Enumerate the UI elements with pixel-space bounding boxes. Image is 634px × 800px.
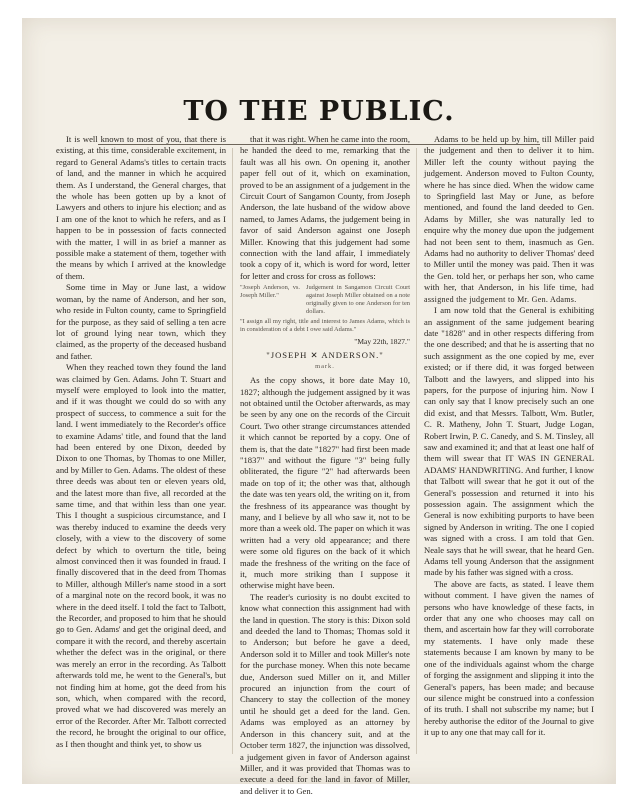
paragraph: When they reached town they found the land was claimed by Gen. Adams. John T. Stuart and myself were employed to look into the matter, and if it was thought we could do so with any prospect of success, to commence a suit for the land. I went immediately to the Recorder's office to examine Adams' title, and found that the land had been entered by one Dixon, deeded by Dixon to one Thomas, by Thomas to one Miller, and by Miller to Gen. Adams. The oldest of these three deeds was about ten or eleven years old, and the latest more than five, all recorded at the same time, and that within less than one year. This I thought a suspicious circumstance, and I was thereby induced to examine the deeds very closely, with a view to the discovery of some defect by which to overturn the title, being almost convinced then it was founded in fraud. I finally discovered that in the deed from Thomas to Miller, although Miller's name stood in a sort of a marginal note on the record book, it was no where in the deed itself. I told the fact to Talbott, the Recorder, and proposed to him that he should go to Gen. Adams' and get the original deed, and compare it with the record, and thereby ascertain whether the defect was in the original, or there was merely an error in the recording. As Talbott afterwards told me, he went to the General's, but not finding him at home, got the deed from his son, which, when compared with the record, proved what we had discovered was merely an error of the Recorder. After Mr. Talbott corrected the record, he brought the original to our office, as I then thought and think yet, to show us [56, 362, 226, 749]
broadside-sheet [22, 18, 616, 796]
paragraph: It is well known to most of you, that there is existing, at this time, considerable excitement, in regard to General Adams's titles to certain tracts of land, and the manner in which he acquired them. As I understand, the General charges, that the whole has been gotten up by a knot of Lawyers and others to injure his election; and as I am one of the knot to which he refers, and as I happen to be in possession of facts connected with the matter, I will in as brief a manner as possible make a statement of them, together with the means by which I arrived at the knowledge of them. [56, 134, 226, 281]
column-divider [416, 148, 417, 754]
column-1 [56, 134, 226, 774]
paragraph: The reader's curiosity is no doubt excited to know what connection this assignment had with the land in question. The story is this: Dixon sold and deeded the land to Thomas; Thomas sold it to Anderson; but before he gave a deed, Anderson sold it to Miller and took Miller's note for the purchase money. When this note became due, Anderson sued Miller on it, and Miller procured an injunction from the court of Chancery to stay the collection of the money until he should get a deed for the land. Gen. Adams was employed as an attorney by Anderson in this chancery suit, and at the October term 1827, the injunction was dissolved, a judgement given in favor of Anderson against Miller, and it was provided that Thomas was to execute a deed for the land in favor of Miller, and deliver it to Gen. [240, 591, 410, 796]
column-2 [240, 134, 410, 796]
assignment-date: "May 22th, 1827." [354, 337, 410, 347]
paragraph: As the copy shows, it bore date May 10, 1827; although the judgement assigned by it was not obtained until the October afterwards, as may be seen by any one on the records of the Circuit Court. Two other strange circumstances attended it which cannot be reported by a copy. One of them is, that the date "1827" had first been made "1837" and without the figure "3" being fully obliterated, the figure "2" had afterwards been made on top of it; the other was that, although the date was ten years old, the writing on it, from the freshness of its appearance was thought by many, and I believe by all who saw it, not to be more than a week old. The paper on which it was written had a very old appearance; and there were some old figures on the back of it which made the freshness of the writing on the face of it, much more striking than I suppose it otherwise might have been. [240, 375, 410, 591]
column-3 [424, 134, 594, 774]
signature-mark: mark. [315, 363, 335, 371]
assignment-note: "I assign all my right, title and interest to James Adams, which is in consideration of a debt I owe said Adams." [240, 318, 410, 334]
column-divider [232, 148, 233, 754]
case-parties: "Joseph Anderson, vs. Joseph Miller." [240, 284, 300, 300]
case-citation [240, 284, 410, 316]
paragraph: The above are facts, as stated. I leave them without comment. I have given the names of persons who have knowledge of these facts, in order that any one who chooses may call on them, and ascertain how far they will corroborate my statements. I have only made these statements because I am known by many to be one of the individuals against whom the charge of forging the assignment and slipping it into the General's papers, has been made; and because our silence might be construed into a confession of its truth. I shall not subscribe my name; but I hereby authorise the editor of the Journal to give it up to any one that may call for it. [424, 578, 594, 738]
case-description: Judgement in Sangamon Circuit Court against Joseph Miller obtained on a note originally given to one Anderson for ten dollars. [306, 284, 410, 316]
page-title: TO THE PUBLIC. [183, 96, 455, 127]
signature-name: "JOSEPH ✕ ANDERSON." [266, 349, 384, 360]
paragraph-text: Adams to be held up by him, till Miller paid the judgement and then to deliver it to him. Miller left the county without paying the judgement. Anderson moved to Fulton County, where he has since died. When the widow came to Springfield last May or June, as before mentioned, and found the land deeded to Gen. Adams by Miller, she was naturally led to enquire why the money due upon the judgement had not been sent to them, inasmuch as Gen. Adams had no authority to deliver Thomas' deed to Miller until the money was paid. Then it was the Gen. told her, or perhaps her son, who came with her, that Anderson, in his life time, [424, 134, 594, 293]
paragraph: Some time in May or June last, a widow woman, by the name of Anderson, and her son, who reside in Fulton county, came to Springfield for the purpose, as they said of selling a ten acre lot of ground lying near town, which they claimed, as the property of the deceased husband and father. [56, 282, 226, 361]
assignment-signature [240, 350, 410, 371]
paragraph [424, 134, 594, 305]
paragraph: that it was right. When he came into the room, he handed the deed to me, remarking that the fault was all his own. On opening it, another paper fell out of it, which on examination, proved to be an assignment of a judgement in the Circuit Court of Sangamon County, from Joseph Anderson, the late husband of the widow above named, to James Adams, the judgement being in favor of said Anderson against one Joseph Miller. Knowing that this judgement had some connection with the land affair, I immediately took a copy of it, which is word for word, letter for letter and cross for cross as follows: [240, 134, 410, 281]
paragraph: I am now told that the General is exhibiting an assignment of the same judgement bearing date "1828" and in other respects differing from the one described; and that he is asserting that no such assignment as the one copied by me, ever existed; or if there did, it was forged between Talbott and the lawyers, and slipped into his papers, for the purpose of injuring him. Now I can only say that I know precisely such an one did exist, and that Messrs. Talbott, Wm. Butler, C. R. Matheny, John T. Stuart, Judge Logan, Robert Irwin, P. C. Canedy, and S. M. Tinsley, all saw and examined it; and that at least one half of them will swear that IT WAS IN GENERAL ADAMS' HANDWRITING. And further, I know that Talbott will swear that he got it out of the General's possession and returned it into his possession again. The assignment which the General is now exhibiting purports to have been signed by Anderson in writing. The one I copied was signed with a cross. I am told that Gen. Neale says that he will swear, that he heard Gen. Adams tell young Anderson that the assignment made by his father was signed with a cross. [424, 305, 594, 578]
emphasis-caps: had assigned the judgement to Mr. Gen. Adams. [424, 283, 595, 304]
